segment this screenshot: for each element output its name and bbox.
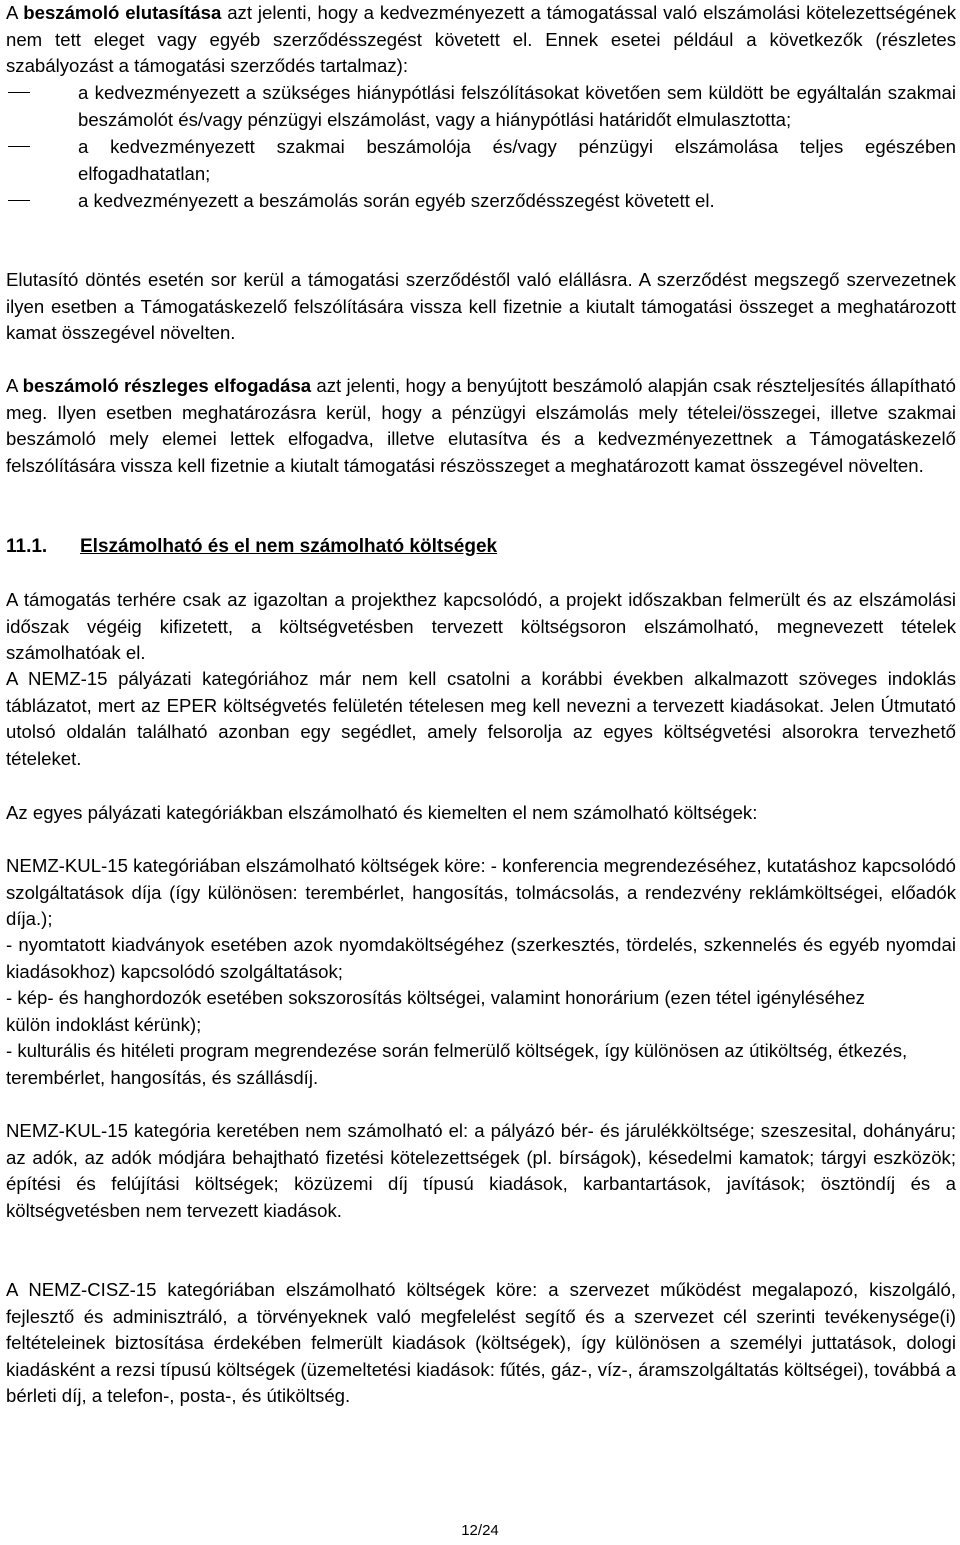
list-item <box>6 79 956 133</box>
list-item-text: a kedvezményezett a szükséges hiánypótlási felszólításokat követően sem küldött be egyáltalán szakmai beszámolót és/vagy pénzügyi elszámolást, vagy a hiánypótlási határidőt elmulasztotta; <box>78 82 956 130</box>
rejection-cases-list <box>6 79 956 214</box>
section-title: Elszámolható és el nem számolható költségek <box>80 536 498 557</box>
bold-term-rejection: beszámoló elutasítása <box>23 2 222 23</box>
section-number: 11.1. <box>6 536 48 557</box>
bold-term-partial: beszámoló részleges elfogadása <box>22 375 312 396</box>
paragraph-nemz15: A NEMZ-15 pályázati kategóriához már nem kell csatolni a korábbi években alkalmazott szöveges indoklás táblázatot, mert az EPER költségvetés felületén tételesen meg kell nevezni a tervezett kiadásokat. Jelen Útmutató utolsó oldalán található azonban egy segédlet, amely felsorolja az egyes költségvetési alsorokra tervezhető tételeket. <box>6 668 956 769</box>
paragraph-rejection-consequence: Elutasító döntés esetén sor kerül a támogatási szerződéstől való elállásra. A szerződést megszegő szervezetnek ilyen esetben a Támogatáskezelő felszólítására vissza kell fizetnie a kiutalt támogatási összeget a meghatározott kamat összegével növelten. <box>6 269 956 343</box>
page-number: 12/24 <box>461 1522 499 1539</box>
paragraph-kul-eligible: - nyomtatott kiadványok esetében azok nyomdaköltségéhez (szerkesztés, tördelés, szkennelés és egyéb nyomdai kiadásokhoz) kapcsolódó szolgáltatások; <box>6 934 956 982</box>
list-item-text: a kedvezményezett a beszámolás során egyéb szerződésszegést követett el. <box>78 190 715 211</box>
list-item <box>6 187 956 214</box>
paragraph-categories-intro: Az egyes pályázati kategóriákban elszámolható és kiemelten el nem számolható költségek: <box>6 802 758 823</box>
paragraph-partial-acceptance <box>6 373 956 479</box>
paragraph-rejection-intro <box>6 0 956 80</box>
paragraph-kul-eligible: - kép- és hanghordozók esetében sokszorosítás költségei, valamint honorárium (ezen tétel igényléséhez külön indoklást kérünk); <box>6 987 865 1035</box>
paragraph-support-costs: A támogatás terhére csak az igazoltan a projekthez kapcsolódó, a projekt időszakban felmerült és az elszámolási időszak végéig kifizetett, a költségvetésben tervezett költségsoron elszámolható, megnevezett tételek számolhatóak el. <box>6 589 956 663</box>
paragraph-cisz-eligible: A NEMZ-CISZ-15 kategóriában elszámolható költségek köre: a szervezet működést megalapozó, kiszolgáló, fejlesztő és adminisztráló, a törvényeknek való megfelelést segítő és a szervezet cél szerinti tevékenysége(i) feltételeinek biztosítása érdekében felmerült kiadások (költségek), így különösen a személyi juttatások, dologi kiadásként a rezsi típusú költségek (üzemeltetési kiadások: fűtés, gáz-, víz-, áramszolgáltatás költségei), továbbá a bérleti díj, a telefon-, posta-, és útiköltség. <box>6 1279 956 1406</box>
dash-bullet-icon <box>8 92 30 93</box>
list-item <box>6 133 956 187</box>
dash-bullet-icon <box>8 200 30 201</box>
text-run: azt jelenti, hogy a kedvezményezett a támogatással való elszámolási kötelezettségének nem tett eleget vagy egyéb szerződésszegést követett el. Ennek esetei például a következők (részletes szabályozást a támogatási szerződés tartalmaz): <box>6 2 956 76</box>
list-item-text: a kedvezményezett szakmai beszámolója és/vagy pénzügyi elszámolása teljes egészében elfogadhatatlan; <box>78 136 956 184</box>
section-heading <box>6 533 956 561</box>
text-run: azt jelenti, hogy a benyújtott beszámoló alapján csak részteljesítés állapítható meg. Ilyen esetben meghatározásra kerül, hogy a pénzügyi elszámolás mely tételei/összegei, illetve szakmai beszámoló mely elemei lettek elfogadva, illetve elutasítva és a kedvezményezettnek a Támogatáskezelő felszólítására vissza kell fizetnie a kiutalt támogatási részösszeget a meghatározott kamat összegével növelten. <box>6 375 956 476</box>
text-run: A <box>6 375 23 396</box>
paragraph-kul-eligible: NEMZ-KUL-15 kategóriában elszámolható költségek köre: - konferencia megrendezéséhez, kutatáshoz kapcsolódó szolgáltatások díja (így különösen: terembérlet, hangosítás, tolmácsolás, a rendezvény reklámköltségei, előadók díja.); <box>6 855 956 929</box>
paragraph-kul-ineligible: NEMZ-KUL-15 kategória keretében nem számolható el: a pályázó bér- és járulékköltsége; szeszesital, dohányáru; az adók, az adók módjára behajtható fizetési kötelezettségek (pl. bírságok), késedelmi kamatok; tárgyi eszközök; építési és felújítási költségek; közüzemi díj típusú kiadások, karbantartások, javítások; ösztöndíj és a költségvetésben nem tervezett kiadások. <box>6 1120 956 1221</box>
dash-bullet-icon <box>8 146 30 147</box>
paragraph-kul-eligible: - kulturális és hitéleti program megrendezése során felmerülő költségek, így különösen az útiköltség, étkezés, terembérlet, hangosítás, és szállásdíj. <box>6 1040 908 1088</box>
text-run: A <box>6 2 24 23</box>
